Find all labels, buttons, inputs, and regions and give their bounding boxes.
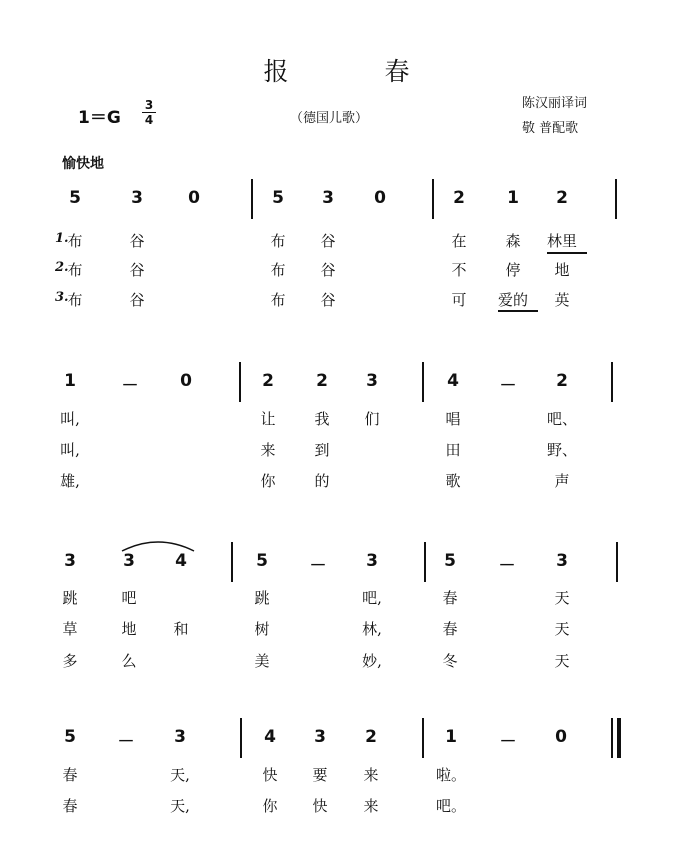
song-title: 报 春 <box>263 57 454 86</box>
lyric-syllable: 来 <box>363 797 379 815</box>
lyric-syllable: 们 <box>364 410 380 428</box>
lyric-syllable: 草 <box>62 620 78 638</box>
lyric-syllable: 多 <box>62 652 78 670</box>
lyric-syllable: 布 <box>270 261 286 279</box>
barline <box>422 362 424 402</box>
song-subtitle: （德国儿歌） <box>290 111 369 126</box>
note-number: 2 <box>556 371 568 391</box>
lyric-syllable: 布 <box>270 291 286 309</box>
underline-mark <box>547 252 587 254</box>
lyric-syllable: 天, <box>170 766 190 784</box>
dash-mark: － <box>121 376 139 396</box>
note-number: 3 <box>64 551 76 571</box>
lyric-syllable: 快 <box>312 797 328 815</box>
time-signature <box>142 98 156 127</box>
note-number: 4 <box>264 727 276 747</box>
note-number: 3 <box>123 551 135 571</box>
note-number: 2 <box>365 727 377 747</box>
note-number: 5 <box>272 188 284 208</box>
lyric-syllable: 让 <box>260 410 276 428</box>
lyric-syllable: 春 <box>442 589 458 607</box>
lyric-syllable: 我 <box>314 410 330 428</box>
verse-number: 2. <box>55 260 69 275</box>
note-number: 4 <box>175 551 187 571</box>
lyric-syllable: 爱的 <box>498 291 529 309</box>
barline <box>251 179 253 219</box>
barline <box>432 179 434 219</box>
lyric-syllable: 可 <box>451 291 467 309</box>
time-signature-top: 3 <box>144 98 154 112</box>
final-barline <box>617 718 621 758</box>
lyric-syllable: 到 <box>314 441 330 459</box>
lyric-syllable: 妙, <box>362 652 382 670</box>
lyric-syllable: 叫, <box>60 410 80 428</box>
note-number: 1 <box>507 188 519 208</box>
dash-mark: － <box>117 732 135 752</box>
note-number: 3 <box>174 727 186 747</box>
barline <box>239 362 241 402</box>
note-number: 0 <box>188 188 200 208</box>
lyric-syllable: 谷 <box>320 232 336 250</box>
barline <box>422 718 424 758</box>
note-number: 5 <box>64 727 76 747</box>
barline <box>231 542 233 582</box>
lyric-syllable: 啦。 <box>436 766 467 784</box>
verse-number: 1. <box>55 231 69 246</box>
lyric-syllable: 跳 <box>254 589 270 607</box>
note-number: 3 <box>131 188 143 208</box>
lyric-syllable: 雄, <box>60 472 80 490</box>
lyric-syllable: 布 <box>67 261 83 279</box>
lyric-syllable: 天 <box>554 589 570 607</box>
time-signature-bottom: 4 <box>142 112 156 127</box>
barline <box>611 362 613 402</box>
verse-number: 3. <box>55 290 69 305</box>
lyric-syllable: 快 <box>262 766 278 784</box>
lyric-syllable: 的 <box>314 472 330 490</box>
note-number: 5 <box>256 551 268 571</box>
lyric-syllable: 谷 <box>129 232 145 250</box>
note-number: 3 <box>556 551 568 571</box>
lyric-syllable: 谷 <box>320 261 336 279</box>
lyric-syllable: 天 <box>554 652 570 670</box>
note-number: 0 <box>555 727 567 747</box>
barline <box>424 542 426 582</box>
lyric-syllable: 来 <box>260 441 276 459</box>
dash-mark: － <box>498 556 516 576</box>
barline <box>611 718 613 758</box>
lyric-syllable: 和 <box>173 620 189 638</box>
dash-mark: － <box>499 376 517 396</box>
lyric-syllable: 地 <box>554 261 570 279</box>
lyric-syllable: 要 <box>312 766 328 784</box>
barline <box>240 718 242 758</box>
note-number: 3 <box>366 371 378 391</box>
note-number: 2 <box>316 371 328 391</box>
barline <box>616 542 618 582</box>
lyric-syllable: 地 <box>121 620 137 638</box>
tempo-marking: 愉快地 <box>62 156 104 172</box>
arranger-credit: 敬 普配歌 <box>522 121 579 136</box>
dash-mark: － <box>499 732 517 752</box>
key-signature: 1＝G <box>78 108 121 128</box>
lyric-syllable: 不 <box>451 261 467 279</box>
lyric-syllable: 布 <box>270 232 286 250</box>
lyric-syllable: 布 <box>67 291 83 309</box>
note-number: 3 <box>314 727 326 747</box>
lyric-syllable: 英 <box>554 291 570 309</box>
lyric-syllable: 你 <box>262 797 278 815</box>
lyric-syllable: 吧。 <box>436 797 467 815</box>
lyric-syllable: 野、 <box>547 441 578 459</box>
lyric-syllable: 田 <box>445 441 461 459</box>
lyric-syllable: 春 <box>62 797 78 815</box>
lyric-syllable: 天 <box>554 620 570 638</box>
lyric-syllable: 冬 <box>442 652 458 670</box>
lyric-syllable: 跳 <box>62 589 78 607</box>
note-number: 1 <box>64 371 76 391</box>
lyric-syllable: 你 <box>260 472 276 490</box>
note-number: 5 <box>444 551 456 571</box>
lyric-syllable: 布 <box>67 232 83 250</box>
note-number: 5 <box>69 188 81 208</box>
note-number: 0 <box>180 371 192 391</box>
lyric-syllable: 来 <box>363 766 379 784</box>
lyric-syllable: 声 <box>554 472 570 490</box>
lyric-syllable: 树 <box>254 620 270 638</box>
lyric-syllable: 吧, <box>362 589 382 607</box>
lyric-syllable: 林, <box>362 620 382 638</box>
lyric-syllable: 谷 <box>129 261 145 279</box>
lyric-syllable: 天, <box>170 797 190 815</box>
lyric-syllable: 停 <box>505 261 521 279</box>
lyricist-credit: 陈汉丽译词 <box>522 96 588 111</box>
lyric-syllable: 森 <box>505 232 521 250</box>
lyric-syllable: 春 <box>62 766 78 784</box>
barline <box>615 179 617 219</box>
lyric-syllable: 谷 <box>129 291 145 309</box>
lyric-syllable: 美 <box>254 652 270 670</box>
note-number: 4 <box>447 371 459 391</box>
lyric-syllable: 唱 <box>445 410 461 428</box>
note-number: 2 <box>556 188 568 208</box>
lyric-syllable: 叫, <box>60 441 80 459</box>
lyric-syllable: 林里 <box>547 232 578 250</box>
lyric-syllable: 谷 <box>320 291 336 309</box>
note-number: 2 <box>262 371 274 391</box>
lyric-syllable: 吧、 <box>547 410 578 428</box>
lyric-syllable: 吧 <box>121 589 137 607</box>
note-number: 0 <box>374 188 386 208</box>
lyric-syllable: 在 <box>451 232 467 250</box>
underline-mark <box>498 310 538 312</box>
note-number: 1 <box>445 727 457 747</box>
note-number: 3 <box>366 551 378 571</box>
note-number: 2 <box>453 188 465 208</box>
dash-mark: － <box>309 556 327 576</box>
lyric-syllable: 歌 <box>445 472 461 490</box>
note-number: 3 <box>322 188 334 208</box>
lyric-syllable: 么 <box>121 652 137 670</box>
lyric-syllable: 春 <box>442 620 458 638</box>
